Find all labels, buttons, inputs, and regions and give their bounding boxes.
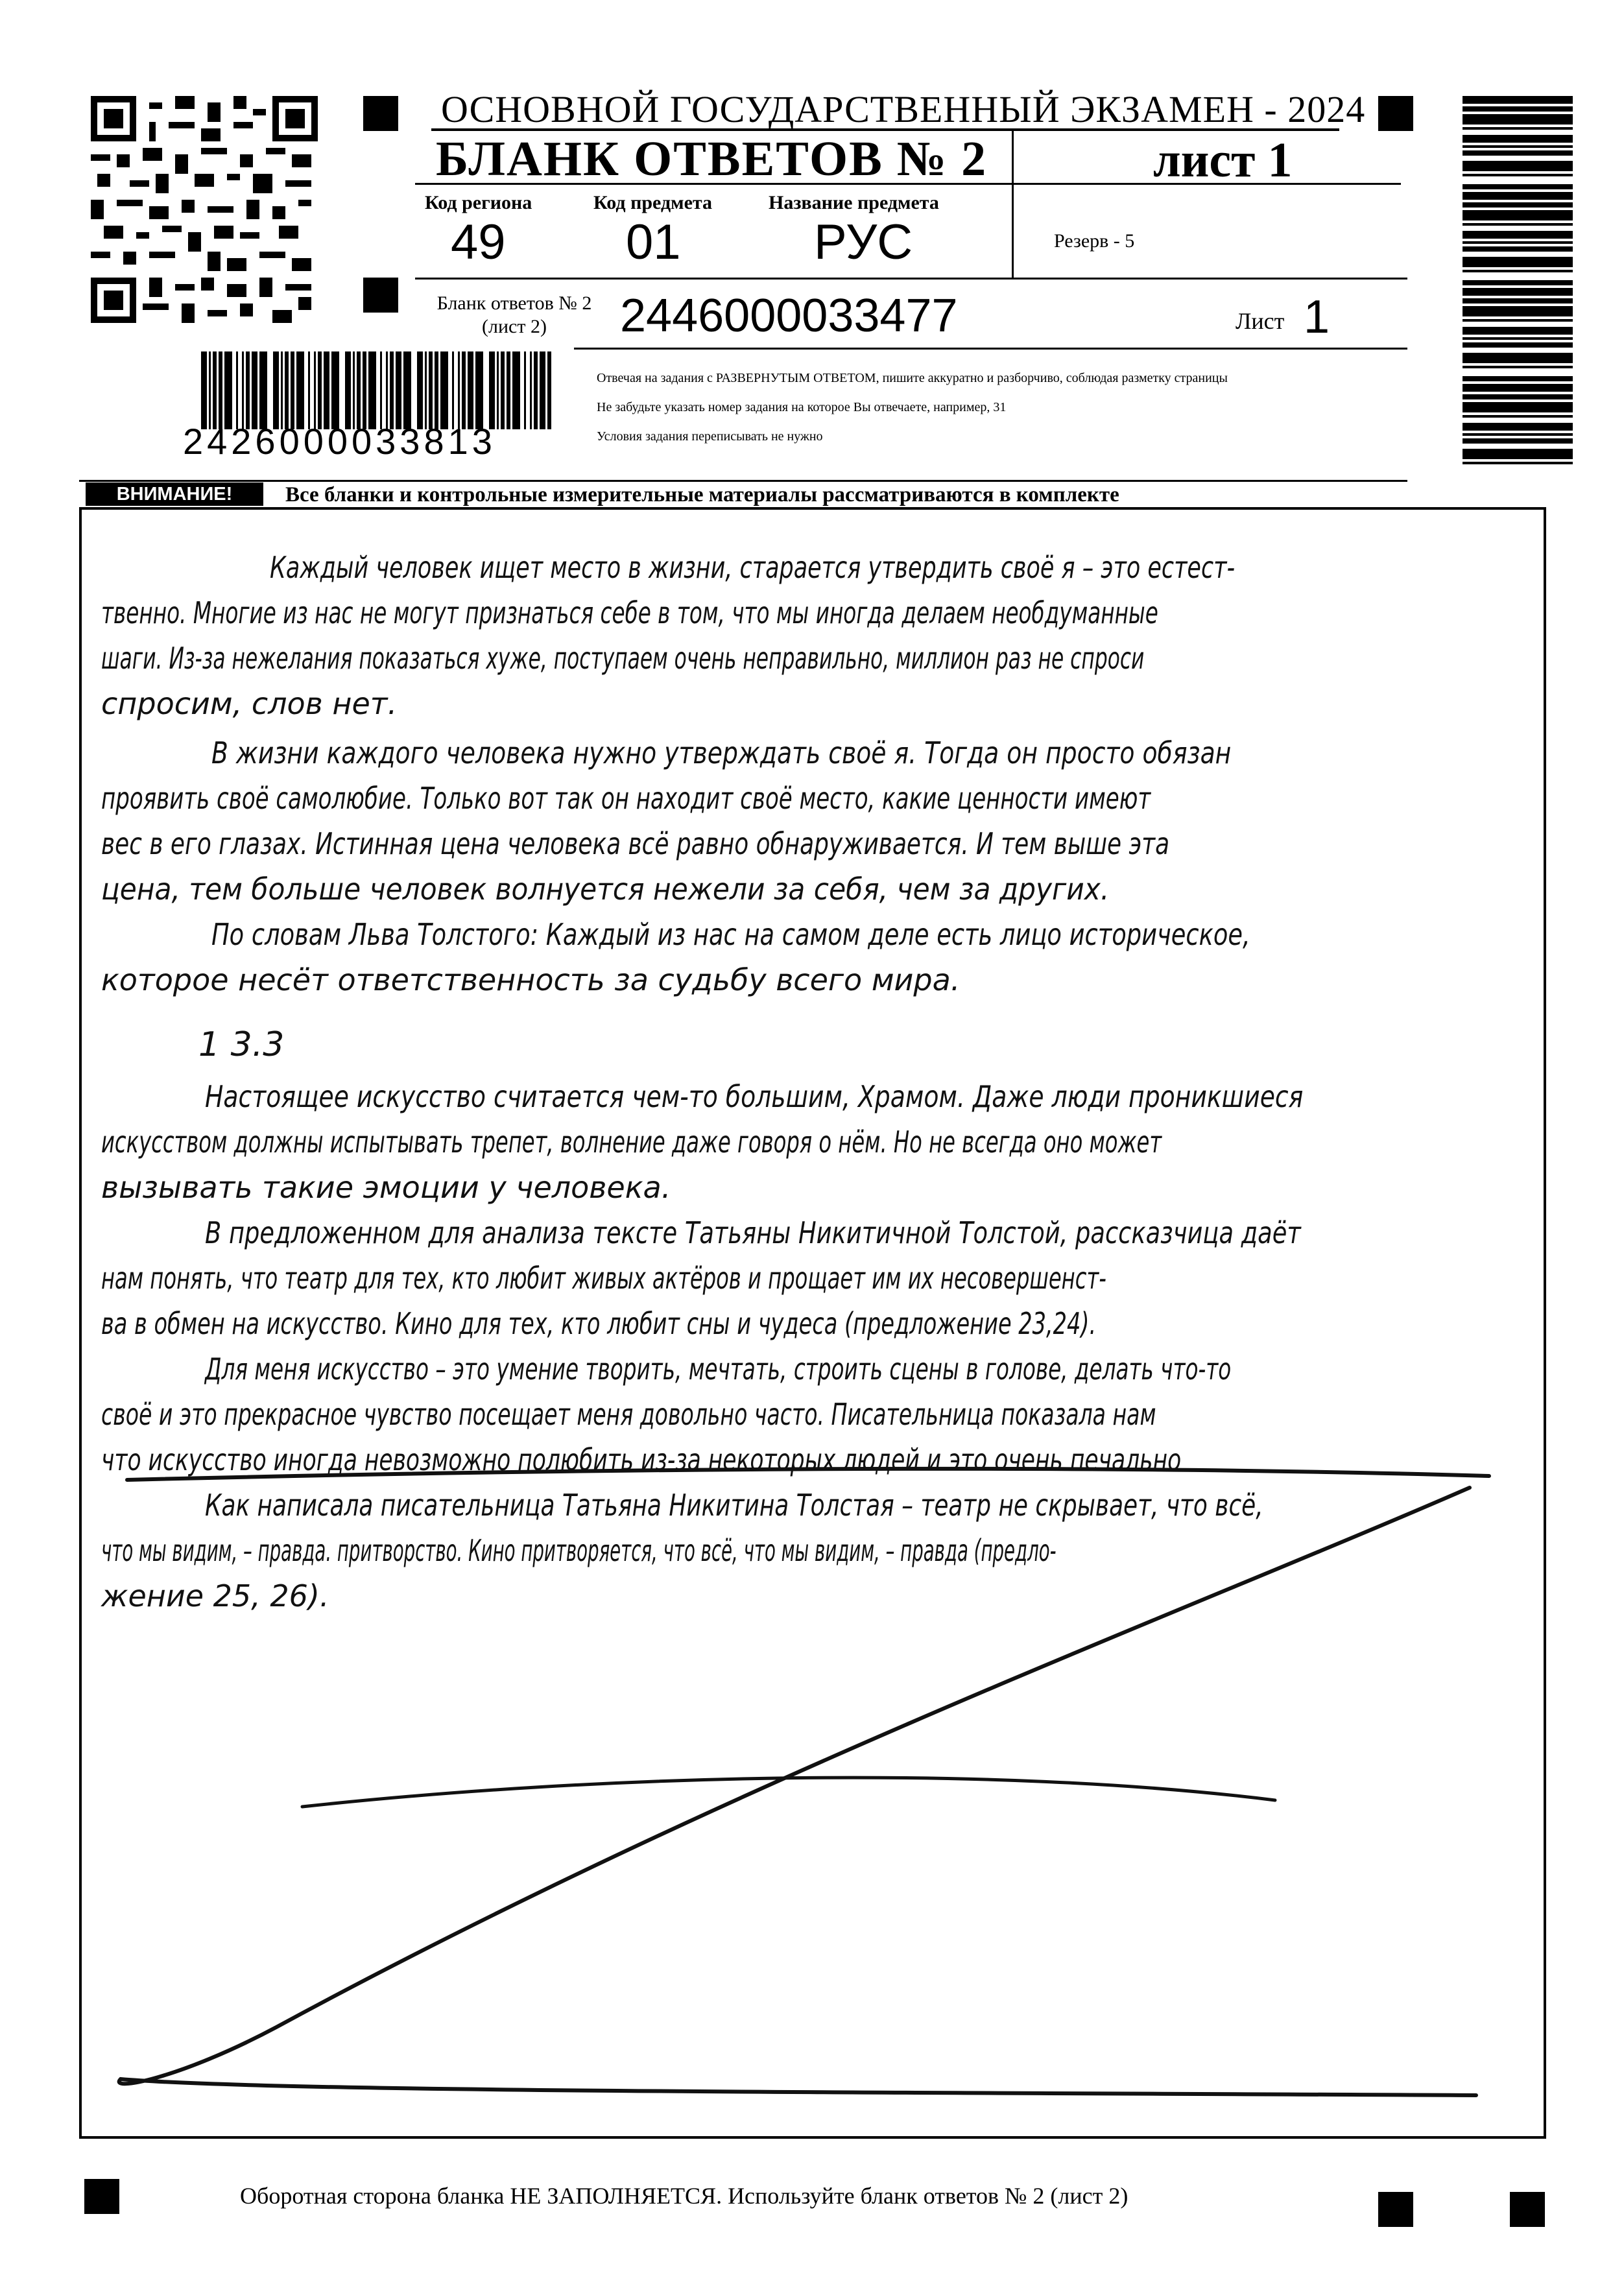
barcode-bar	[1463, 366, 1573, 368]
subject-name-label: Название предмета	[769, 192, 939, 213]
barcode-bar	[468, 351, 473, 429]
barcode-bar	[1463, 106, 1573, 112]
barcode-bar	[363, 351, 366, 429]
barcode-bar	[1463, 257, 1573, 267]
barcode-bar	[324, 351, 329, 429]
barcode-bar	[1463, 433, 1573, 436]
barcode-bar	[417, 351, 423, 429]
barcode-bar	[425, 351, 427, 429]
barcode-bar	[213, 351, 217, 429]
barcode-bar	[1463, 127, 1573, 130]
barcode-bar	[353, 351, 355, 429]
barcode-number: 2426000033813	[183, 421, 496, 462]
answer-line: нам понять, что театр для тех, кто любит живых актёров и прощает им их несовершенст-	[101, 1261, 1106, 1296]
instruction-line-2: Не забудьте указать номер задания на которое Вы отвечаете, например, 31	[597, 400, 1007, 414]
answer-line: жение 25, 26).	[101, 1578, 329, 1613]
barcode-bar	[489, 351, 495, 429]
barcode-bar	[1463, 288, 1573, 296]
list-label: Лист	[1236, 308, 1285, 334]
barcode-bar	[1463, 449, 1573, 459]
barcode-bar	[209, 351, 211, 429]
strike-through-mark	[82, 510, 1544, 2136]
answer-line: твенно. Многие из нас не могут признаться себе в том, что мы иногда делаем необдуманные	[101, 595, 1158, 630]
answer-line: что мы видим, – правда. притворство. Кино притворяется, что всё, что мы видим, – правда (предло-	[101, 1533, 1057, 1568]
barcode-bar	[1463, 114, 1573, 125]
barcode-bar	[1463, 280, 1573, 285]
barcode-bar	[1463, 423, 1573, 431]
barcode-bar	[1463, 438, 1573, 444]
barcode-bar	[1463, 337, 1573, 340]
answer-line: вес в его глазах. Истинная цена человека всё равно обнаруживается. И тем выше эта	[101, 826, 1170, 861]
barcode-bar	[242, 351, 244, 429]
answer-line: По словам Льва Толстого: Каждый из нас на самом деле есть лицо историческое,	[211, 917, 1250, 952]
header-rule-lower	[415, 278, 1407, 280]
registration-marker-bottom-right	[1510, 2192, 1545, 2227]
answer-line: В жизни каждого человека нужно утверждать своё я. Тогда он просто обязан	[211, 735, 1232, 770]
answer-line: 1 3.3	[198, 1025, 285, 1064]
answer-line: Для меня искусство – это умение творить, мечтать, строить сцены в голове, делать что-то	[205, 1351, 1232, 1386]
blank2-number: 2446000033477	[620, 290, 958, 342]
barcode-bar	[1463, 342, 1573, 348]
instruction-line-1: Отвечая на задания с РАЗВЕРНУТЫМ ОТВЕТОМ, пишите аккуратно и разборчиво, соблюдая разметку страницы	[597, 371, 1228, 385]
answer-line: цена, тем больше человек волнуется нежели за себя, чем за других.	[101, 872, 1110, 907]
barcode-bar	[497, 351, 499, 429]
answer-line: которое несёт ответственность за судьбу всего мира.	[101, 962, 961, 997]
reserve-label: Резерв - 5	[1054, 230, 1135, 252]
answer-line: что искусство иногда невозможно полюбить из-за некоторых людей и это очень печально	[101, 1442, 1182, 1477]
barcode-bar	[475, 351, 483, 429]
answer-line: Как написала писательница Татьяна Никитина Толстая – театр не скрывает, что всё,	[205, 1488, 1263, 1523]
barcode-bar	[547, 351, 551, 429]
barcode-bar	[1463, 96, 1573, 104]
barcode-bar	[291, 351, 294, 429]
barcode-bar	[1463, 223, 1573, 226]
barcode-bar	[308, 351, 310, 429]
barcode-bar	[1463, 384, 1573, 392]
barcode-bar	[246, 351, 250, 429]
barcode-bar	[534, 351, 538, 429]
barcode-bar	[1463, 415, 1573, 418]
region-code-value: 49	[451, 215, 506, 270]
registration-marker-top-right	[1378, 96, 1413, 131]
barcode-bar	[1463, 241, 1573, 244]
barcode-bar	[219, 351, 222, 429]
barcode-bar	[236, 351, 238, 429]
header-divider	[1012, 128, 1014, 279]
barcode-bar	[435, 351, 438, 429]
barcode-bar	[252, 351, 257, 429]
barcode-bar	[1463, 202, 1573, 208]
barcode-bar	[380, 351, 382, 429]
barcode-vertical	[1463, 96, 1573, 466]
answer-line: искусством должны испытывать трепет, волнение даже говоря о нём. Но не всегда оно может	[101, 1124, 1162, 1160]
answer-line: спросим, слов нет.	[101, 686, 398, 721]
answer-line: своё и это прекрасное чувство посещает меня довольно часто. Писательница показала нам	[101, 1397, 1156, 1432]
barcode-bar	[524, 351, 526, 429]
barcode-bar	[386, 351, 388, 429]
barcode-bar	[1463, 319, 1573, 322]
barcode-bar	[1463, 246, 1573, 252]
footer-note: Оборотная сторона бланка НЕ ЗАПОЛНЯЕТСЯ. Используйте бланк ответов № 2 (лист 2)	[240, 2183, 1128, 2209]
subject-code-label: Код предмета	[593, 192, 712, 213]
registration-marker-bottom-left	[84, 2179, 119, 2214]
barcode-bar	[1463, 135, 1573, 143]
barcode-bar	[429, 351, 433, 429]
answer-line: вызывать такие эмоции у человека.	[101, 1170, 671, 1205]
attention-badge: ВНИМАНИЕ!	[86, 482, 263, 506]
barcode-bar	[1463, 298, 1573, 303]
header-rule-bottom	[79, 480, 1407, 482]
registration-marker-bottom-mid	[1378, 2192, 1413, 2227]
barcode-bar	[1463, 270, 1573, 272]
barcode-bar	[530, 351, 532, 429]
barcode-bar	[540, 351, 545, 429]
barcode-bar	[331, 351, 339, 429]
answer-line: Настоящее искусство считается чем-то большим, Храмом. Даже люди проникшиеся	[205, 1079, 1304, 1114]
exam-title: ОСНОВНОЙ ГОСУДАРСТВЕННЫЙ ЭКЗАМЕН - 2024	[441, 88, 1366, 130]
barcode-bar	[1463, 306, 1573, 316]
barcode-bar	[403, 351, 411, 429]
barcode-bar	[1463, 402, 1573, 412]
barcode-bar	[440, 351, 448, 429]
barcode-bar	[281, 351, 283, 429]
barcode-bar	[314, 351, 316, 429]
barcode-bar	[318, 351, 322, 429]
barcode-bar	[1463, 184, 1573, 189]
blank2-label-line1: Бланк ответов № 2	[436, 292, 592, 314]
barcode-bar	[458, 351, 460, 429]
qr-code	[91, 96, 318, 323]
barcode-bar	[345, 351, 351, 429]
subject-name-value: РУС	[814, 215, 913, 270]
header-rule-instructions	[574, 348, 1407, 350]
barcode-horizontal	[201, 351, 551, 429]
barcode-bar	[1463, 462, 1573, 464]
barcode-bar	[390, 351, 394, 429]
barcode-bar	[507, 351, 510, 429]
barcode-bar	[396, 351, 401, 429]
barcode-bar	[1463, 161, 1573, 171]
region-code-label: Код региона	[425, 192, 532, 213]
barcode-bar	[1463, 210, 1573, 220]
list-number: 1	[1304, 291, 1330, 343]
answer-line: В предложенном для анализа тексте Татьяны Никитичной Толстой, рассказчица даёт	[205, 1215, 1301, 1250]
barcode-bar	[1463, 174, 1573, 176]
sheet-title: лист 1	[1153, 133, 1293, 187]
answer-line: проявить своё самолюбие. Только вот так он находит своё место, какие ценности имеют	[101, 781, 1151, 816]
barcode-bar	[259, 351, 267, 429]
barcode-bar	[273, 351, 279, 429]
barcode-bar	[296, 351, 304, 429]
barcode-bar	[1463, 376, 1573, 381]
barcode-bar	[224, 351, 232, 429]
subject-code-value: 01	[626, 215, 681, 270]
barcode-bar	[501, 351, 505, 429]
attention-text: Все бланки и контрольные измерительные материалы рассматриваются в комплекте	[285, 483, 1119, 506]
barcode-bar	[1463, 327, 1573, 335]
barcode-bar	[285, 351, 289, 429]
blank2-label-line2: (лист 2)	[482, 316, 547, 337]
answer-line: шаги. Из-за нежелания показаться хуже, поступаем очень неправильно, миллион раз не спроси	[101, 641, 1145, 676]
barcode-bar	[1463, 231, 1573, 239]
registration-marker-top-left	[363, 96, 398, 131]
barcode-bar	[462, 351, 466, 429]
blank-title: БЛАНК ОТВЕТОВ № 2	[436, 132, 988, 186]
barcode-bar	[368, 351, 376, 429]
barcode-bar	[201, 351, 207, 429]
barcode-bar	[357, 351, 361, 429]
barcode-bar	[1463, 192, 1573, 200]
answer-line: Каждый человек ищет место в жизни, старается утвердить своё я – это естест-	[270, 550, 1236, 585]
blank2-label	[420, 292, 608, 339]
instruction-line-3: Условия задания переписывать не нужно	[597, 429, 823, 444]
barcode-bar	[1463, 394, 1573, 399]
answer-line: ва в обмен на искусство. Кино для тех, кто любит сны и чудеса (предложение 23,24).	[101, 1306, 1097, 1341]
barcode-bar	[1463, 353, 1573, 363]
barcode-bar	[1463, 145, 1573, 148]
registration-marker-mid-left	[363, 278, 398, 313]
barcode-bar	[452, 351, 454, 429]
barcode-bar	[1463, 150, 1573, 156]
answer-area[interactable]	[79, 507, 1546, 2139]
barcode-bar	[512, 351, 520, 429]
